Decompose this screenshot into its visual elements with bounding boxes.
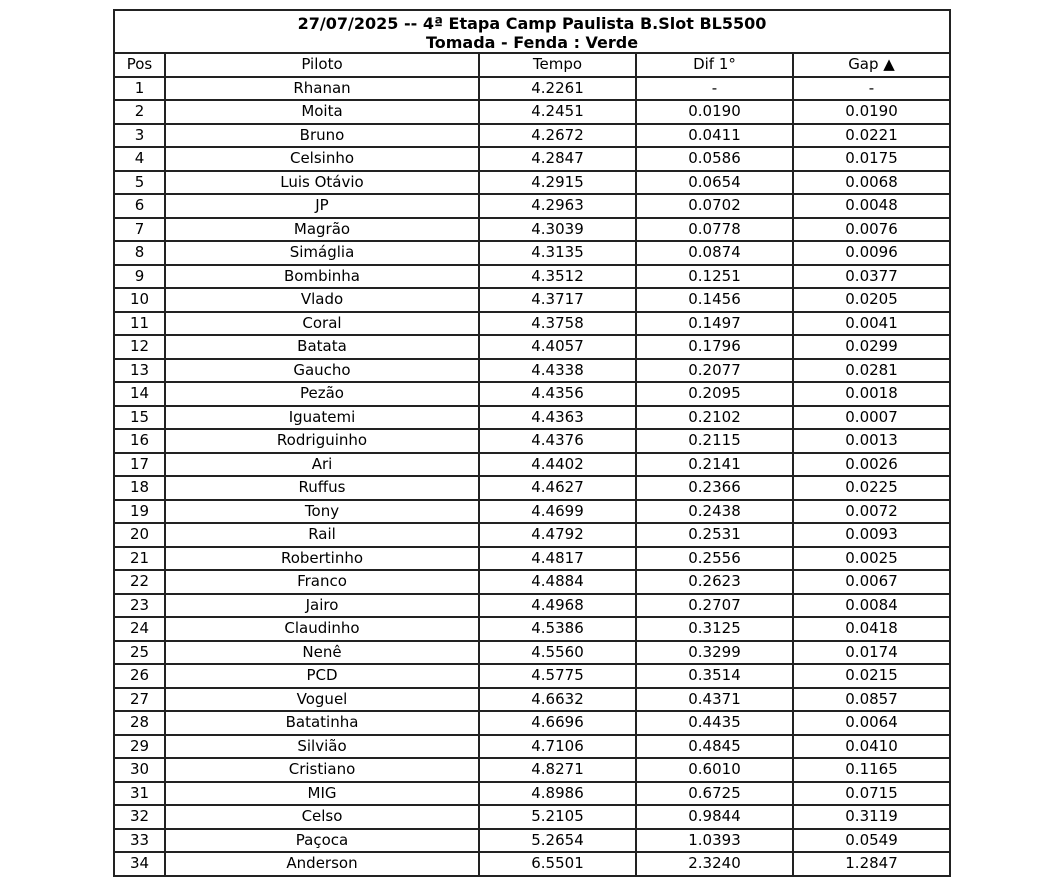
cell-tempo: 4.3717: [479, 288, 636, 312]
cell-dif: 0.0778: [636, 218, 793, 242]
cell-gap: 0.0377: [793, 265, 950, 289]
table-title: [114, 10, 950, 53]
cell-dif: 0.9844: [636, 805, 793, 829]
cell-pos: 7: [114, 218, 165, 242]
cell-dif: 0.0411: [636, 124, 793, 148]
cell-piloto: Franco: [165, 570, 479, 594]
cell-pos: 28: [114, 711, 165, 735]
cell-tempo: 4.2963: [479, 194, 636, 218]
table-row: [114, 570, 950, 594]
cell-pos: 8: [114, 241, 165, 265]
cell-tempo: 4.6632: [479, 688, 636, 712]
cell-pos: 22: [114, 570, 165, 594]
cell-piloto: Pezão: [165, 382, 479, 406]
cell-gap: 0.0072: [793, 500, 950, 524]
cell-dif: 0.0586: [636, 147, 793, 171]
cell-gap: 0.0715: [793, 782, 950, 806]
cell-pos: 17: [114, 453, 165, 477]
table-row: [114, 523, 950, 547]
cell-piloto: Bruno: [165, 124, 479, 148]
cell-tempo: 4.2847: [479, 147, 636, 171]
cell-dif: 0.0190: [636, 100, 793, 124]
table-row: [114, 382, 950, 406]
table-row: [114, 758, 950, 782]
cell-piloto: Moita: [165, 100, 479, 124]
cell-piloto: Vlado: [165, 288, 479, 312]
cell-pos: 9: [114, 265, 165, 289]
column-header-row: [114, 53, 950, 77]
table-row: [114, 476, 950, 500]
table-row: [114, 641, 950, 665]
table-row: [114, 594, 950, 618]
cell-tempo: 4.4968: [479, 594, 636, 618]
cell-dif: 0.2556: [636, 547, 793, 571]
cell-dif: 0.2531: [636, 523, 793, 547]
column-header-tempo[interactable]: Tempo: [479, 53, 636, 77]
cell-tempo: 4.4057: [479, 335, 636, 359]
table-row: [114, 805, 950, 829]
cell-pos: 14: [114, 382, 165, 406]
cell-gap: 0.0025: [793, 547, 950, 571]
cell-gap: 0.0299: [793, 335, 950, 359]
cell-tempo: 4.5775: [479, 664, 636, 688]
table-row: [114, 265, 950, 289]
cell-tempo: 4.5386: [479, 617, 636, 641]
cell-dif: 0.1456: [636, 288, 793, 312]
cell-pos: 31: [114, 782, 165, 806]
cell-tempo: 6.5501: [479, 852, 636, 876]
cell-pos: 30: [114, 758, 165, 782]
cell-gap: 1.2847: [793, 852, 950, 876]
title-line-1: 27/07/2025 -- 4ª Etapa Camp Paulista B.Slot BL5500: [297, 13, 767, 33]
cell-dif: 0.4435: [636, 711, 793, 735]
cell-tempo: 4.2915: [479, 171, 636, 195]
cell-piloto: Ari: [165, 453, 479, 477]
cell-piloto: JP: [165, 194, 479, 218]
cell-tempo: 4.4338: [479, 359, 636, 383]
results-table: [113, 9, 951, 877]
cell-tempo: 4.4699: [479, 500, 636, 524]
cell-gap: 0.0205: [793, 288, 950, 312]
cell-gap: 0.0418: [793, 617, 950, 641]
cell-dif: 0.1497: [636, 312, 793, 336]
cell-gap: 0.0048: [793, 194, 950, 218]
cell-pos: 18: [114, 476, 165, 500]
cell-pos: 26: [114, 664, 165, 688]
cell-gap: 0.0549: [793, 829, 950, 853]
cell-piloto: Anderson: [165, 852, 479, 876]
cell-piloto: Cristiano: [165, 758, 479, 782]
cell-pos: 13: [114, 359, 165, 383]
cell-pos: 5: [114, 171, 165, 195]
cell-gap: 0.0174: [793, 641, 950, 665]
cell-dif: 0.6725: [636, 782, 793, 806]
cell-tempo: 4.3512: [479, 265, 636, 289]
cell-tempo: 4.7106: [479, 735, 636, 759]
cell-pos: 27: [114, 688, 165, 712]
cell-dif: 2.3240: [636, 852, 793, 876]
cell-gap: 0.0068: [793, 171, 950, 195]
cell-dif: 0.2077: [636, 359, 793, 383]
table-row: [114, 241, 950, 265]
cell-gap: 0.0093: [793, 523, 950, 547]
cell-gap: 0.0076: [793, 218, 950, 242]
cell-gap: 0.0013: [793, 429, 950, 453]
cell-gap: 0.0007: [793, 406, 950, 430]
cell-piloto: Voguel: [165, 688, 479, 712]
cell-piloto: Celso: [165, 805, 479, 829]
cell-tempo: 4.2672: [479, 124, 636, 148]
cell-tempo: 4.2261: [479, 77, 636, 101]
table-row: [114, 312, 950, 336]
cell-dif: 0.0654: [636, 171, 793, 195]
cell-pos: 25: [114, 641, 165, 665]
cell-dif: 0.6010: [636, 758, 793, 782]
cell-gap: 0.1165: [793, 758, 950, 782]
cell-dif: 1.0393: [636, 829, 793, 853]
table-row: [114, 782, 950, 806]
cell-piloto: Coral: [165, 312, 479, 336]
table-row: [114, 171, 950, 195]
cell-piloto: Luis Otávio: [165, 171, 479, 195]
cell-pos: 29: [114, 735, 165, 759]
cell-tempo: 4.4792: [479, 523, 636, 547]
cell-gap: 0.3119: [793, 805, 950, 829]
cell-pos: 19: [114, 500, 165, 524]
cell-dif: 0.0874: [636, 241, 793, 265]
cell-gap: 0.0215: [793, 664, 950, 688]
cell-dif: 0.4371: [636, 688, 793, 712]
cell-gap: -: [793, 77, 950, 101]
cell-tempo: 5.2654: [479, 829, 636, 853]
table-row: [114, 147, 950, 171]
cell-pos: 3: [114, 124, 165, 148]
cell-piloto: Paçoca: [165, 829, 479, 853]
cell-tempo: 4.8986: [479, 782, 636, 806]
table-row: [114, 406, 950, 430]
cell-tempo: 4.4363: [479, 406, 636, 430]
cell-piloto: MIG: [165, 782, 479, 806]
cell-gap: 0.0067: [793, 570, 950, 594]
table-row: [114, 664, 950, 688]
cell-tempo: 4.4376: [479, 429, 636, 453]
cell-piloto: Simáglia: [165, 241, 479, 265]
cell-pos: 6: [114, 194, 165, 218]
cell-piloto: Jairo: [165, 594, 479, 618]
title-line-2: Tomada - Fenda : Verde: [425, 32, 639, 52]
table-row: [114, 617, 950, 641]
cell-pos: 24: [114, 617, 165, 641]
cell-dif: 0.2102: [636, 406, 793, 430]
cell-gap: 0.0221: [793, 124, 950, 148]
cell-piloto: Rodriguinho: [165, 429, 479, 453]
cell-dif: 0.4845: [636, 735, 793, 759]
results-body: [114, 77, 950, 876]
cell-pos: 12: [114, 335, 165, 359]
cell-dif: 0.3299: [636, 641, 793, 665]
cell-dif: 0.3125: [636, 617, 793, 641]
table-row: [114, 77, 950, 101]
cell-pos: 21: [114, 547, 165, 571]
cell-piloto: Claudinho: [165, 617, 479, 641]
cell-gap: 0.0190: [793, 100, 950, 124]
cell-dif: 0.1796: [636, 335, 793, 359]
cell-gap: 0.0281: [793, 359, 950, 383]
cell-pos: 11: [114, 312, 165, 336]
cell-dif: 0.1251: [636, 265, 793, 289]
cell-piloto: Rhanan: [165, 77, 479, 101]
cell-gap: 0.0175: [793, 147, 950, 171]
cell-pos: 15: [114, 406, 165, 430]
cell-gap: 0.0225: [793, 476, 950, 500]
cell-tempo: 4.3135: [479, 241, 636, 265]
table-row: [114, 335, 950, 359]
table-row: [114, 547, 950, 571]
table-row: [114, 500, 950, 524]
table-row: [114, 429, 950, 453]
cell-dif: 0.2438: [636, 500, 793, 524]
cell-tempo: 5.2105: [479, 805, 636, 829]
cell-gap: 0.0410: [793, 735, 950, 759]
cell-pos: 2: [114, 100, 165, 124]
cell-piloto: Robertinho: [165, 547, 479, 571]
cell-tempo: 4.4356: [479, 382, 636, 406]
cell-pos: 33: [114, 829, 165, 853]
title-row: [114, 10, 950, 53]
cell-piloto: Nenê: [165, 641, 479, 665]
cell-piloto: Iguatemi: [165, 406, 479, 430]
cell-gap: 0.0857: [793, 688, 950, 712]
cell-piloto: Batatinha: [165, 711, 479, 735]
table-row: [114, 829, 950, 853]
cell-tempo: 4.5560: [479, 641, 636, 665]
cell-gap: 0.0084: [793, 594, 950, 618]
cell-pos: 32: [114, 805, 165, 829]
cell-dif: 0.0702: [636, 194, 793, 218]
cell-tempo: 4.4884: [479, 570, 636, 594]
cell-piloto: Celsinho: [165, 147, 479, 171]
cell-gap: 0.0026: [793, 453, 950, 477]
cell-gap: 0.0041: [793, 312, 950, 336]
column-header-piloto[interactable]: Piloto: [165, 53, 479, 77]
table-row: [114, 194, 950, 218]
cell-pos: 23: [114, 594, 165, 618]
cell-dif: 0.2115: [636, 429, 793, 453]
cell-pos: 1: [114, 77, 165, 101]
cell-pos: 10: [114, 288, 165, 312]
cell-tempo: 4.4402: [479, 453, 636, 477]
cell-piloto: Rail: [165, 523, 479, 547]
cell-dif: 0.3514: [636, 664, 793, 688]
cell-gap: 0.0064: [793, 711, 950, 735]
cell-pos: 20: [114, 523, 165, 547]
cell-piloto: Ruffus: [165, 476, 479, 500]
table-row: [114, 100, 950, 124]
cell-dif: 0.2366: [636, 476, 793, 500]
cell-tempo: 4.3039: [479, 218, 636, 242]
cell-tempo: 4.4627: [479, 476, 636, 500]
column-header-dif[interactable]: Dif 1°: [636, 53, 793, 77]
table-row: [114, 735, 950, 759]
column-header-pos[interactable]: Pos: [114, 53, 165, 77]
cell-dif: 0.2141: [636, 453, 793, 477]
cell-gap: 0.0018: [793, 382, 950, 406]
cell-tempo: 4.2451: [479, 100, 636, 124]
cell-piloto: Batata: [165, 335, 479, 359]
table-row: [114, 688, 950, 712]
cell-piloto: Gaucho: [165, 359, 479, 383]
table-row: [114, 453, 950, 477]
table-row: [114, 288, 950, 312]
cell-piloto: Silvião: [165, 735, 479, 759]
cell-dif: -: [636, 77, 793, 101]
cell-tempo: 4.3758: [479, 312, 636, 336]
cell-piloto: PCD: [165, 664, 479, 688]
cell-tempo: 4.4817: [479, 547, 636, 571]
cell-tempo: 4.6696: [479, 711, 636, 735]
table-row: [114, 852, 950, 876]
cell-dif: 0.2707: [636, 594, 793, 618]
cell-dif: 0.2623: [636, 570, 793, 594]
cell-tempo: 4.8271: [479, 758, 636, 782]
cell-dif: 0.2095: [636, 382, 793, 406]
cell-gap: 0.0096: [793, 241, 950, 265]
table-row: [114, 124, 950, 148]
cell-piloto: Bombinha: [165, 265, 479, 289]
table-row: [114, 359, 950, 383]
cell-piloto: Magrão: [165, 218, 479, 242]
cell-piloto: Tony: [165, 500, 479, 524]
table-row: [114, 711, 950, 735]
cell-pos: 16: [114, 429, 165, 453]
table-row: [114, 218, 950, 242]
cell-pos: 4: [114, 147, 165, 171]
cell-pos: 34: [114, 852, 165, 876]
column-header-gap[interactable]: Gap ▲: [793, 53, 950, 77]
